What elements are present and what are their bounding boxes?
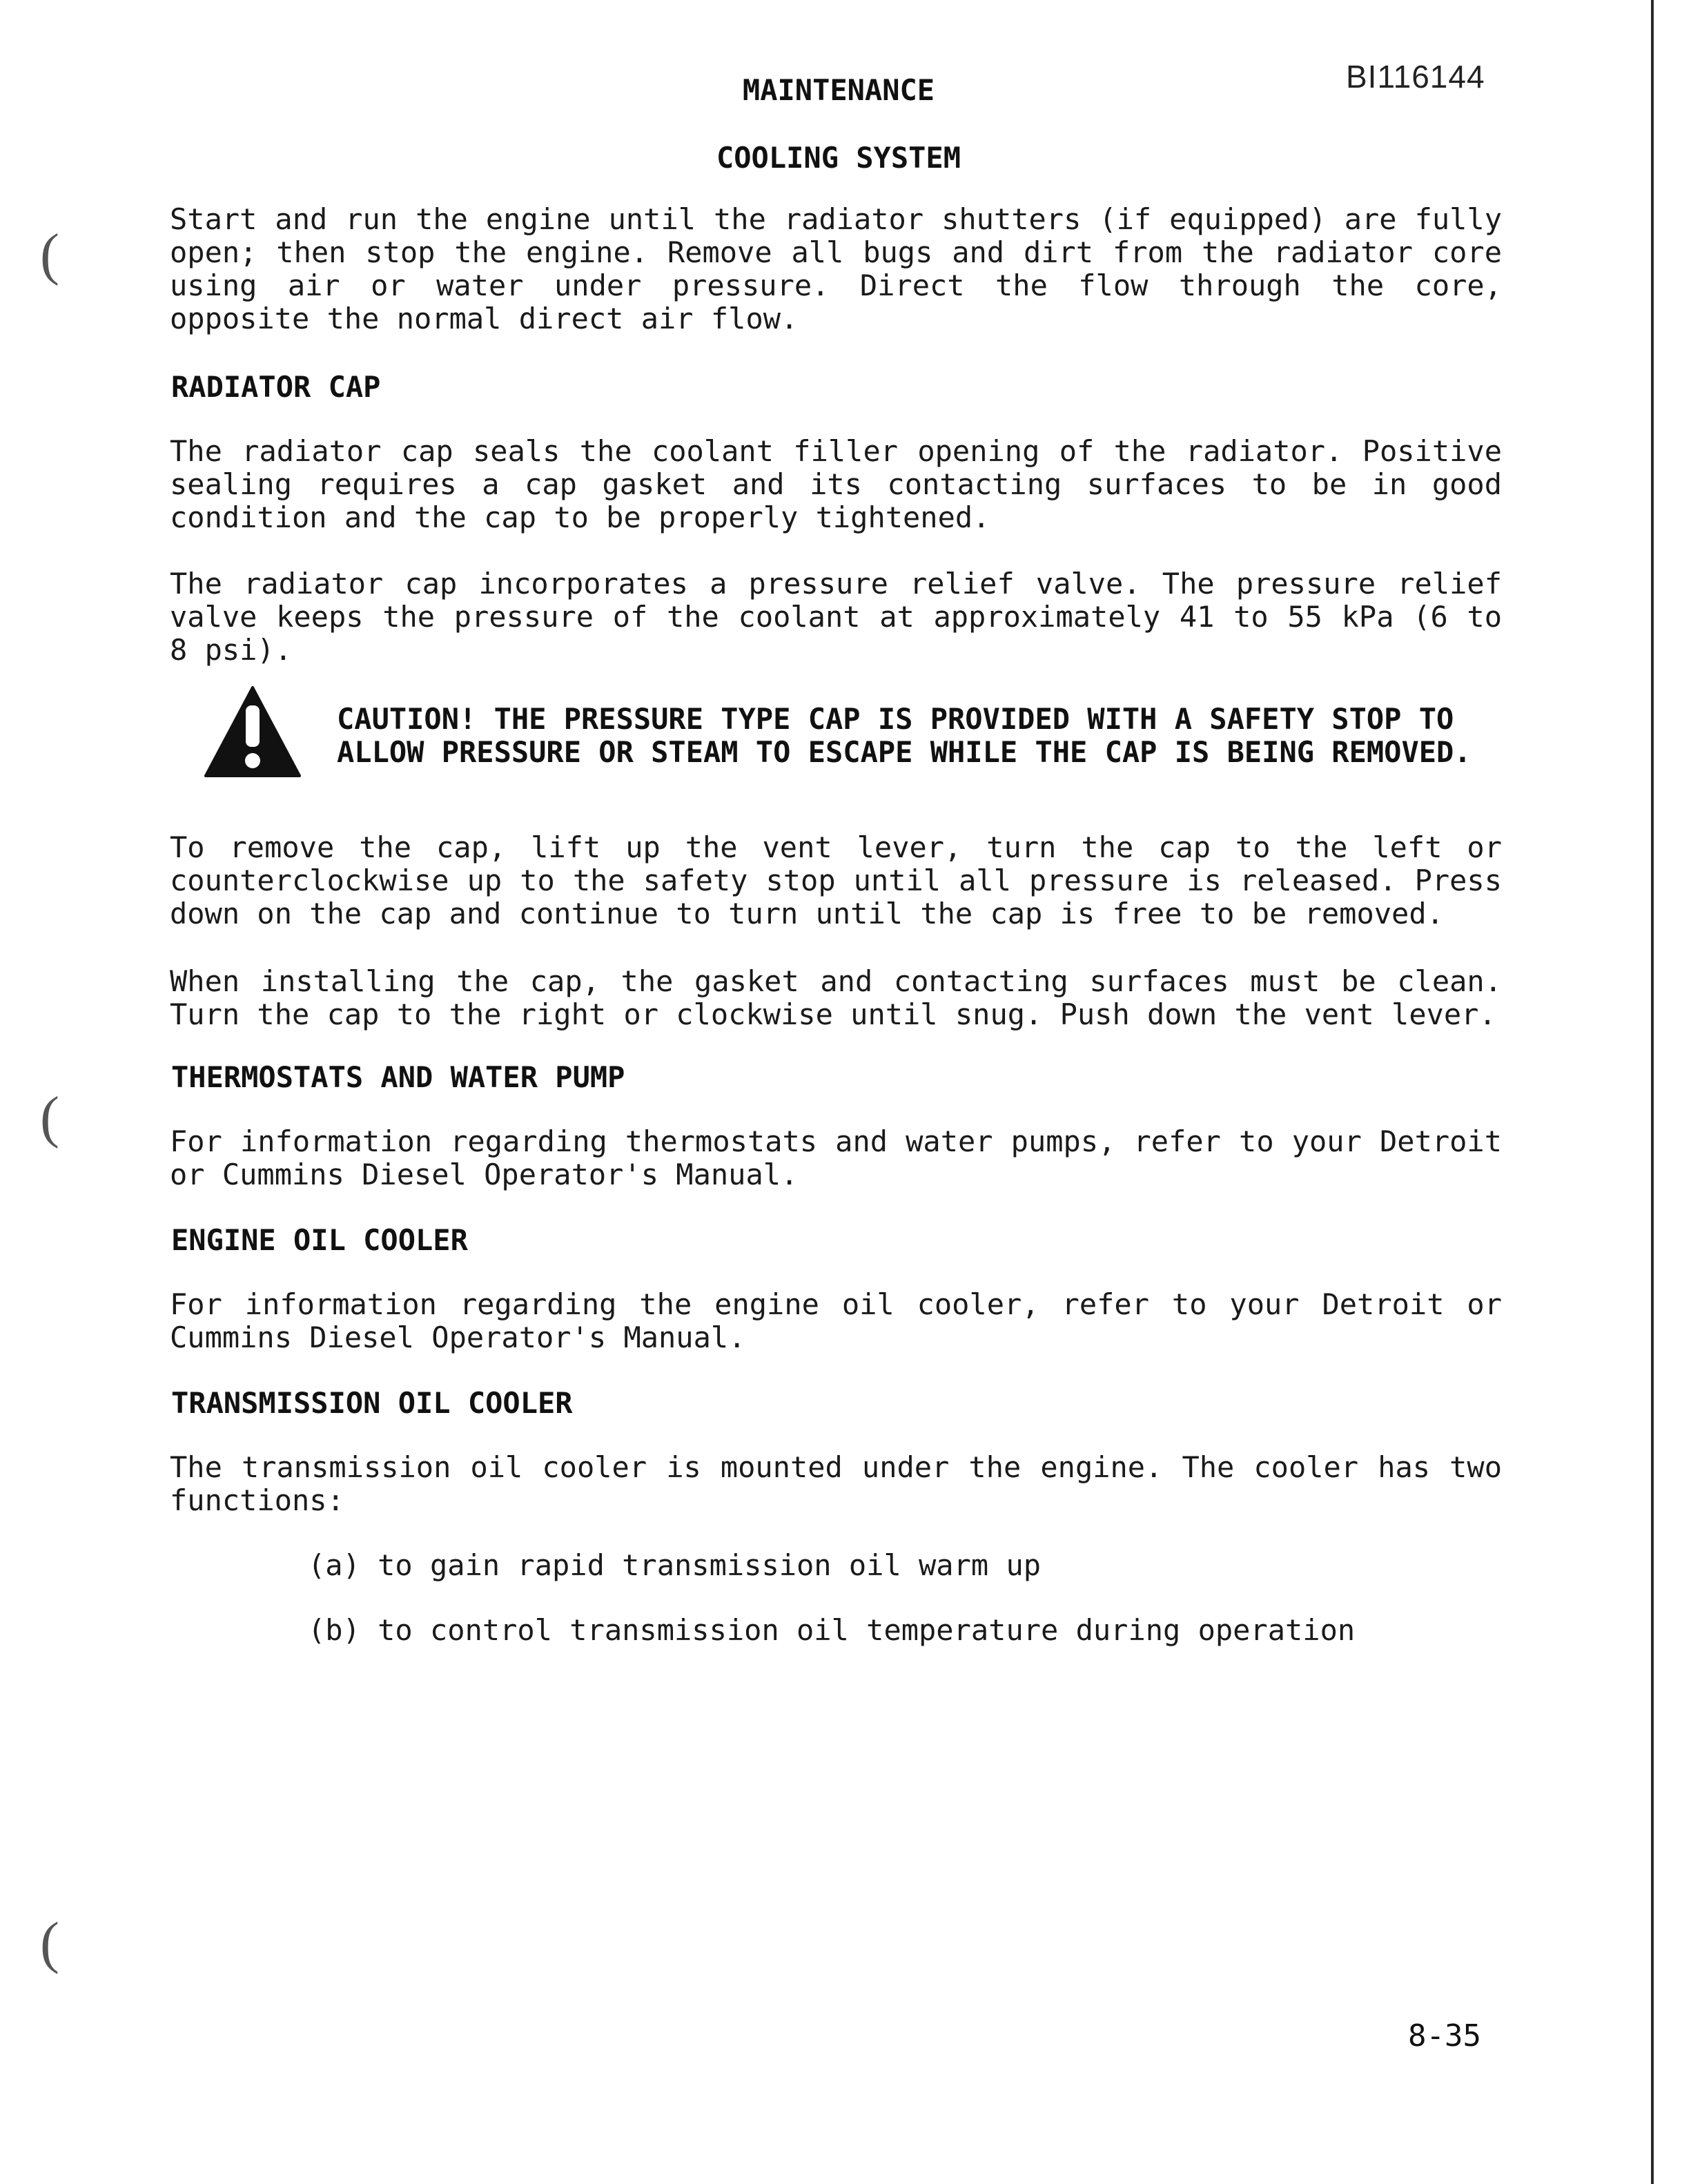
page-subtitle: COOLING SYSTEM [716, 141, 961, 175]
radiator-cap-paragraph-3: To remove the cap, lift up the vent lever, turn the cap to the left or counterclockwise up to the safety stop until all pressure is released. Press down on the cap and continue to turn until the cap is free to be removed. [170, 830, 1502, 930]
document-id: BI116144 [1346, 59, 1485, 95]
engine-oil-cooler-paragraph: For information regarding the engine oil cooler, refer to your Detroit or Cummins Diesel Operator's Manual. [170, 1287, 1502, 1354]
intro-paragraph: Start and run the engine until the radiator shutters (if equipped) are fully open; then stop the engine. Remove all bugs and dirt from the radiator core using air or water under pressure. Direct the flow through the core, opposite the normal direct air flow. [170, 202, 1502, 335]
page-number: 8-35 [1408, 2018, 1481, 2054]
thermostats-heading: THERMOSTATS AND WATER PUMP [171, 1060, 625, 1094]
list-item: (a) to gain rapid transmission oil warm up [308, 1548, 1042, 1582]
warning-triangle-icon [203, 685, 302, 779]
thermostats-paragraph: For information regarding thermostats and water pumps, refer to your Detroit or Cummins Diesel Operator's Manual. [170, 1124, 1502, 1191]
radiator-cap-paragraph-4: When installing the cap, the gasket and contacting surfaces must be clean. Turn the cap to the right or clockwise until snug. Push down the vent lever. [170, 964, 1502, 1031]
page-edge-line [1651, 0, 1654, 2184]
binder-hole-mark: ( [40, 1085, 59, 1149]
caution-notice: CAUTION! THE PRESSURE TYPE CAP IS PROVIDED WITH A SAFETY STOP TO ALLOW PRESSURE OR STEAM TO ESCAPE WHILE THE CAP IS BEING REMOVED. [337, 702, 1472, 769]
radiator-cap-heading: RADIATOR CAP [171, 370, 381, 404]
transmission-oil-cooler-paragraph: The transmission oil cooler is mounted under the engine. The cooler has two functions: [170, 1450, 1502, 1517]
engine-oil-cooler-heading: ENGINE OIL COOLER [171, 1223, 468, 1257]
binder-hole-mark: ( [40, 222, 59, 286]
radiator-cap-paragraph-1: The radiator cap seals the coolant filler opening of the radiator. Positive sealing requires a cap gasket and its contacting surfaces to be in good condition and the cap to be properly tightened. [170, 434, 1502, 534]
radiator-cap-paragraph-2: The radiator cap incorporates a pressure relief valve. The pressure relief valve keeps the pressure of the coolant at approximately 41 to 55 kPa (6 to 8 psi). [170, 567, 1502, 667]
transmission-oil-cooler-heading: TRANSMISSION OIL COOLER [171, 1386, 573, 1420]
binder-hole-mark: ( [40, 1911, 59, 1975]
section-title: MAINTENANCE [742, 73, 935, 107]
list-item: (b) to control transmission oil temperature during operation [308, 1613, 1356, 1647]
